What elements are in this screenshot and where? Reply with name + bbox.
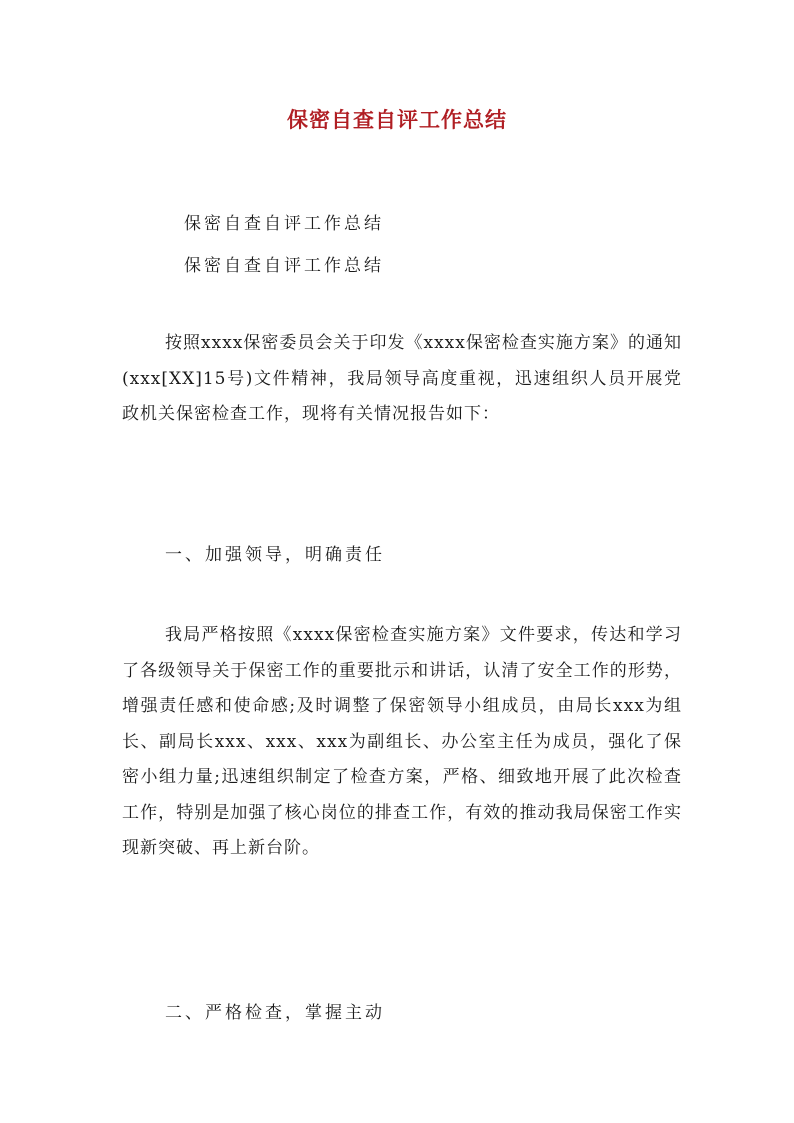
document-title: 保密自查自评工作总结 <box>287 107 507 132</box>
subtitle-line-1: 保密自查自评工作总结 <box>184 214 384 234</box>
section-1-heading: 一、加强领导，明确责任 <box>165 545 385 565</box>
intro-paragraph: 按照xxxx保密委员会关于印发《xxxx保密检查实施方案》的通知(xxx[XX]15号)文件精神，我局领导高度重视，迅速组织人员开展党政机关保密检查工作，现将有关情况报告如下： <box>122 333 682 424</box>
subtitle-line-2: 保密自查自评工作总结 <box>184 256 384 276</box>
section-1-paragraph: 我局严格按照《xxxx保密检查实施方案》文件要求，传达和学习了各级领导关于保密工作的重要批示和讲话，认清了安全工作的形势，增强责任感和使命感;及时调整了保密领导小组成员，由局长xxx为组长、副局长xxx、xxx、xxx为副组长、办公室主任为成员，强化了保密小组力量;迅速组织制定了检查方案，严格、细致地开展了此次检查工作，特别是加强了核心岗位的排查工作，有效的推动我局保密工作实现新突破、再上新台阶。 <box>122 625 682 858</box>
section-2-heading: 二、严格检查，掌握主动 <box>165 1003 385 1023</box>
